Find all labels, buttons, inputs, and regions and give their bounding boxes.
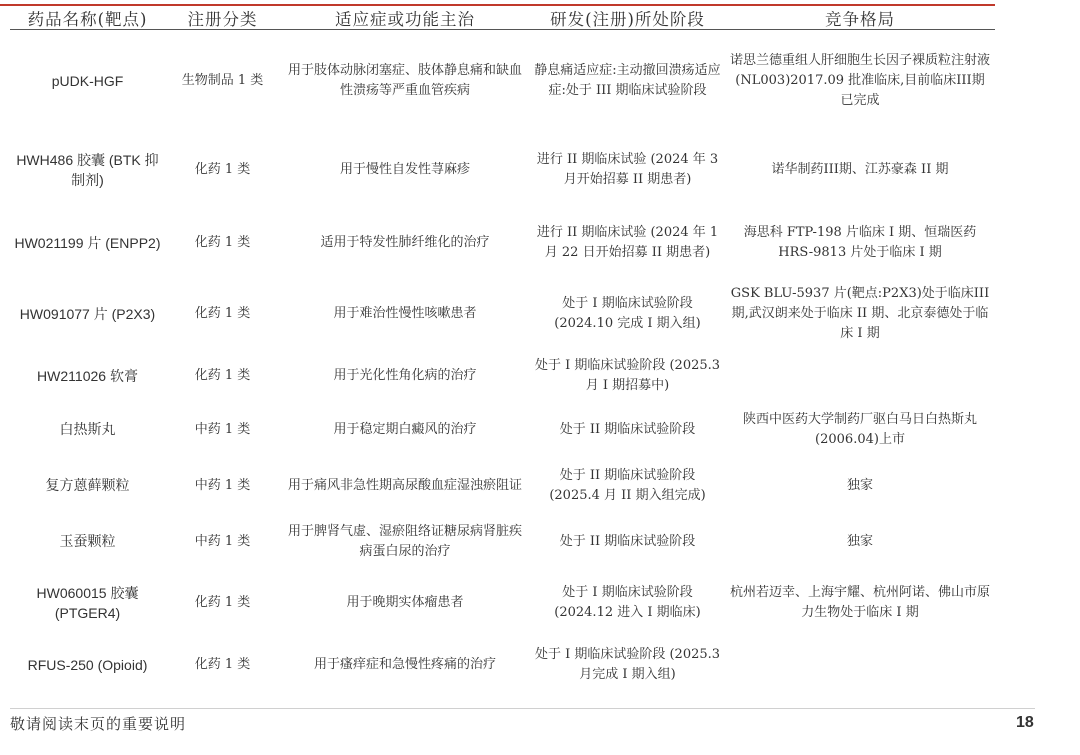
- registration-category: 化药 1 类: [194, 235, 251, 250]
- development-stage: 处于 II 期临床试验阶段: [559, 422, 696, 437]
- header-category: 注册分类: [187, 10, 258, 29]
- table-row: [10, 636, 995, 694]
- indication: 适用于特发性肺纤维化的治疗: [320, 235, 490, 250]
- table-row: [10, 208, 995, 278]
- registration-category: 生物制品 1 类: [181, 73, 264, 88]
- registration-category: 化药 1 类: [194, 595, 251, 610]
- indication: 用于难治性慢性咳嗽患者: [333, 306, 477, 321]
- table-row: [10, 402, 995, 458]
- drug-pipeline-table: [10, 6, 995, 694]
- drug-name: HWH486 胶囊 (BTK 抑制剂): [16, 152, 159, 188]
- development-stage: 静息痛适应症:主动撤回溃疡适应症:处于 III 期临床试验阶段: [534, 63, 721, 98]
- footer-disclaimer: 敬请阅读末页的重要说明: [10, 715, 187, 733]
- drug-name: 复方蒽藓颗粒: [45, 478, 130, 494]
- table-row: [10, 350, 995, 402]
- header-competition: 竞争格局: [825, 10, 895, 29]
- competition: [725, 350, 995, 402]
- table-row: [10, 132, 995, 208]
- page-number: 18: [1016, 714, 1034, 731]
- competition: 诺华制药III期、江苏豪森 II 期: [771, 162, 949, 177]
- header-stage: 研发(注册)所处阶段: [550, 10, 705, 29]
- development-stage: 处于 I 期临床试验阶段 (2024.12 进入 I 期临床): [554, 585, 701, 620]
- competition: [725, 636, 995, 694]
- indication: 用于稳定期白癜风的治疗: [333, 422, 477, 437]
- registration-category: 化药 1 类: [194, 657, 251, 672]
- registration-category: 化药 1 类: [194, 368, 251, 383]
- header-drug-name: 药品名称(靶点): [27, 10, 148, 29]
- competition: 诺思兰德重组人肝细胞生长因子裸质粒注射液(NL003)2017.09 批准临床,目前临床III期已完成: [729, 53, 990, 108]
- indication: 用于脾肾气虚、湿瘀阻络证糖尿病肾脏疾病蛋白尿的治疗: [287, 524, 522, 559]
- competition: 杭州若迈幸、上海宇耀、杭州阿诺、佛山市原力生物处于临床 I 期: [729, 585, 990, 620]
- drug-name: HW060015 胶囊 (PTGER4): [36, 585, 139, 621]
- table-row: [10, 514, 995, 570]
- indication: 用于瘙痒症和急慢性疼痛的治疗: [313, 657, 496, 672]
- registration-category: 中药 1 类: [194, 422, 251, 437]
- drug-name: pUDK-HGF: [51, 73, 124, 89]
- footer-rule: [10, 708, 1035, 709]
- indication: 用于痛风非急性期高尿酸血症湿浊瘀阻证: [287, 478, 522, 493]
- drug-name: HW021199 片 (ENPP2): [14, 235, 161, 251]
- development-stage: 处于 I 期临床试验阶段 (2025.3 月完成 I 期入组): [534, 647, 721, 682]
- competition: 独家: [846, 534, 873, 549]
- registration-category: 中药 1 类: [194, 478, 251, 493]
- competition: 独家: [846, 478, 873, 493]
- development-stage: 进行 II 期临床试验 (2024 年 3 月开始招募 II 期患者): [536, 152, 719, 187]
- indication: 用于慢性自发性荨麻疹: [339, 162, 470, 177]
- registration-category: 中药 1 类: [194, 534, 251, 549]
- table-row: [10, 278, 995, 350]
- development-stage: 处于 II 期临床试验阶段 (2025.4 月 II 期入组完成): [549, 468, 706, 503]
- development-stage: 进行 II 期临床试验 (2024 年 1 月 22 日开始招募 II 期患者): [536, 225, 719, 260]
- development-stage: 处于 I 期临床试验阶段 (2024.10 完成 I 期入组): [554, 296, 701, 331]
- drug-name: 白热斯丸: [59, 422, 116, 438]
- drug-name: 玉蚕颗粒: [59, 534, 116, 550]
- drug-name: HW211026 软膏: [37, 368, 138, 384]
- competition: 海思科 FTP-198 片临床 I 期、恒瑞医药 HRS-9813 片处于临床 I 期: [743, 225, 977, 260]
- development-stage: 处于 I 期临床试验阶段 (2025.3 月 I 期招募中): [534, 358, 721, 393]
- table-row: [10, 458, 995, 514]
- registration-category: 化药 1 类: [194, 162, 251, 177]
- table-row: [10, 30, 995, 132]
- table-row: [10, 570, 995, 636]
- competition: GSK BLU-5937 片(靶点:P2X3)处于临床III期,武汉朗来处于临床 II 期、北京泰德处于临床 I 期: [730, 286, 990, 341]
- drug-name: RFUS-250 (Opioid): [27, 657, 148, 673]
- competition: 陕西中医药大学制药厂驱白马日白热斯丸(2006.04)上市: [742, 412, 977, 447]
- drug-name: HW091077 片 (P2X3): [19, 306, 156, 322]
- registration-category: 化药 1 类: [194, 306, 251, 321]
- indication: 用于肢体动脉闭塞症、肢体静息痛和缺血性溃疡等严重血管疾病: [287, 63, 522, 98]
- development-stage: 处于 II 期临床试验阶段: [559, 534, 696, 549]
- table-header-row: [10, 6, 995, 30]
- indication: 用于光化性角化病的治疗: [333, 368, 477, 383]
- indication: 用于晚期实体瘤患者: [346, 595, 464, 610]
- header-indication: 适应症或功能主治: [335, 10, 475, 29]
